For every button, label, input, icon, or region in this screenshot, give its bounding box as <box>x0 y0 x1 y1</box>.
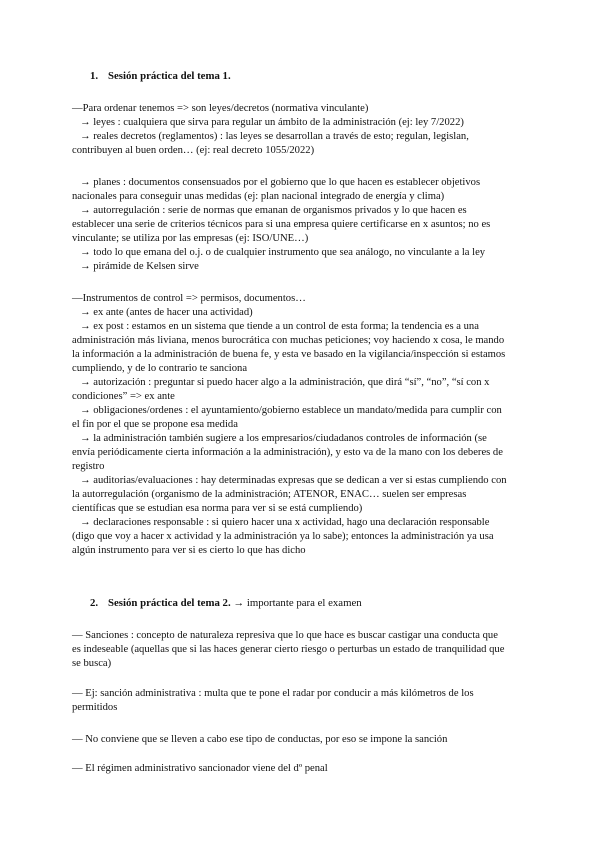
paragraph-line: —Instrumentos de control => permisos, documentos… <box>72 293 306 304</box>
paragraph-line: la autorregulación (organismo de la administración; ATENOR, ENAC… suelen ser empresas <box>72 489 467 500</box>
paragraph-line: —Para ordenar tenemos => son leyes/decretos (normativa vinculante) <box>72 103 369 114</box>
paragraph-line: se busca) <box>72 658 112 669</box>
paragraph-line: → auditorias/evaluaciones : hay determinadas expresas que se dedican a ver si estas cumpliendo con <box>80 475 507 486</box>
section-1-number: 1. <box>90 70 99 82</box>
paragraph-line: la información a la administración de buena fe, y esta ve basado en la vigilancia/inspección si estamos <box>72 349 506 360</box>
section-2-title: Sesión práctica del tema 2. <box>108 597 231 609</box>
paragraph-line: → obligaciones/ordenes : el ayuntamiento/gobierno establece un mandato/medida para cumplir con <box>80 405 502 416</box>
paragraph-line: → ex ante (antes de hacer una actividad) <box>80 307 253 318</box>
paragraph-line: (digo que voy a hacer x actividad y la administración ya lo sabe); entonces la administración ya usa <box>72 531 494 542</box>
paragraph-line: → planes : documentos consensuados por el gobierno que lo que hacen es establecer objetivos <box>80 177 481 188</box>
paragraph-line: → ex post : estamos en un sistema que tiende a un control de esta forma; la tendencia es a una <box>80 321 479 332</box>
section-2-suffix: → importante para el examen <box>230 597 362 609</box>
paragraph-line: — No conviene que se lleven a cabo ese tipo de conductas, por eso se impone la sanción <box>72 734 448 745</box>
paragraph-line: algún instrumento para ver si es cierto lo que has dicho <box>72 545 306 556</box>
section-1-heading <box>90 70 231 83</box>
paragraph-line: → autorregulación : serie de normas que emanan de organismos privados y lo que hacen es <box>80 205 467 216</box>
paragraph-line: establecer una serie de criterios técnicos para si una empresa quiere certificarse en x asuntos; no es <box>72 219 491 230</box>
paragraph-line: → reales decretos (reglamentos) : las leyes se desarrollan a través de esto; regulan, legislan, <box>80 131 469 142</box>
paragraph-line: es indeseable (aquellas que si las haces generar cierto riesgo o perturbas un estado de tranquilidad que <box>72 644 505 655</box>
section-2-heading <box>90 597 362 610</box>
paragraph-line: cumpliendo, y de lo contrario te sanciona <box>72 363 248 374</box>
paragraph-line: nacionales para conseguir unas medidas (ej: plan nacional integrado de energía y clima) <box>72 191 445 202</box>
paragraph-line: — Sanciones : concepto de naturaleza represiva que lo que hace es buscar castigar una conducta que <box>72 630 498 641</box>
paragraph-line: — El régimen administrativo sancionador viene del dº penal <box>72 763 328 774</box>
paragraph-line: científicas que se estudian esa norma para ver si se está cumpliendo) <box>72 503 363 514</box>
paragraph-line: registro <box>72 461 105 472</box>
paragraph-line: → la administración también sugiere a los empresarios/ciudadanos controles de información (se <box>80 433 487 444</box>
paragraph-line: el fin por el que se propone esa medida <box>72 419 238 430</box>
paragraph-line: envía periódicamente cierta información a la administración), y esto va de la mano con los deberes de <box>72 447 503 458</box>
paragraph-line: vinculante; se utiliza por las empresas (ej: ISO/UNE…) <box>72 233 309 244</box>
paragraph-line: → declaraciones responsable : si quiero hacer una x actividad, hago una declaración responsable <box>80 517 490 528</box>
paragraph-line: — Ej: sanción administrativa : multa que te pone el radar por conducir a más kilómetros de los <box>72 688 474 699</box>
paragraph-line: → autorización : preguntar si puedo hacer algo a la administración, que dirá “sí”, “no”, “sí con x <box>80 377 490 388</box>
paragraph-line: condiciones” => ex ante <box>72 391 175 402</box>
paragraph-line: → todo lo que emana del o.j. o de cualquier instrumento que sea análogo, no vinculante a la ley <box>80 247 486 258</box>
paragraph-line: permitidos <box>72 702 118 713</box>
paragraph-line: → pirámide de Kelsen sirve <box>80 261 199 272</box>
paragraph-line: administración más liviana, menos burocrática con muchas peticiones; voy haciendo x cosa, le mando <box>72 335 505 346</box>
section-2-number: 2. <box>90 597 99 609</box>
paragraph-line: contribuyen al buen orden… (ej: real decreto 1055/2022) <box>72 145 315 156</box>
paragraph-line: → leyes : cualquiera que sirva para regular un ámbito de la administración (ej: ley 7/2022) <box>80 117 464 128</box>
section-1-title: Sesión práctica del tema 1. <box>108 70 231 82</box>
